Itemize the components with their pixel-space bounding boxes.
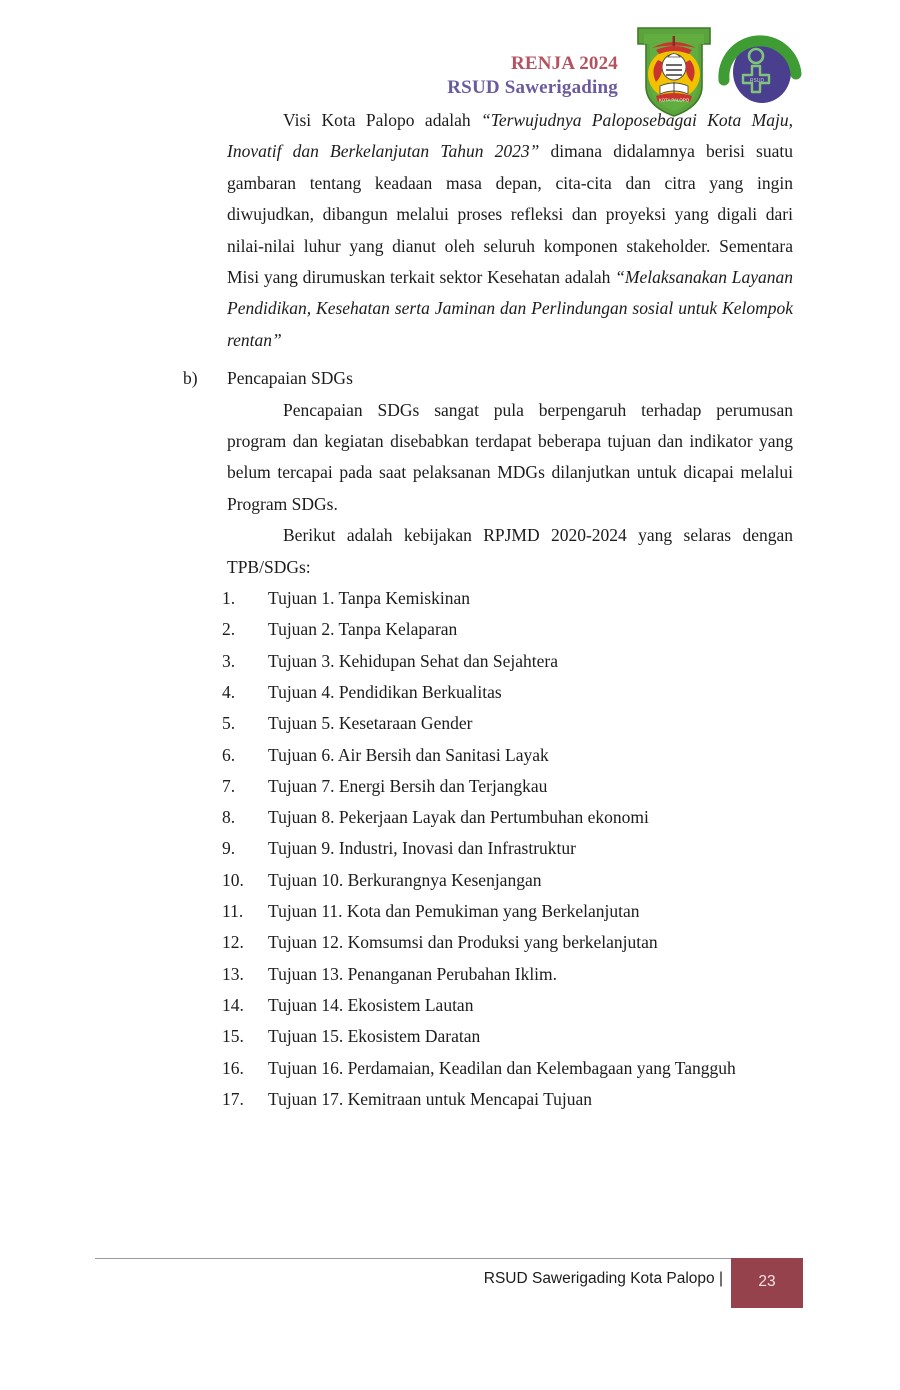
footer-divider [95,1258,731,1259]
page-header [0,10,900,110]
list-item-number: 7. [222,775,236,796]
list-item-text: Tujuan 16. Perdamaian, Keadilan dan Kelembagaan yang Tangguh [268,1057,736,1078]
list-item [222,833,793,864]
palopo-city-emblem-logo [632,24,716,118]
list-item-number: 3. [222,650,236,671]
svg-text:KOTA PALOPO: KOTA PALOPO [658,97,690,103]
list-item [222,677,793,708]
list-item [222,1084,793,1115]
page-footer [0,1258,900,1318]
list-item [222,865,793,896]
list-item-text: Tujuan 5. Kesetaraan Gender [268,713,473,734]
list-item [222,614,793,645]
list-item [222,583,793,614]
list-item-text: Tujuan 6. Air Bersih dan Sanitasi Layak [268,744,549,765]
page-number-badge [731,1258,803,1308]
section-b-title: Pencapaian SDGs [227,368,353,389]
list-item [222,927,793,958]
header-title-block [447,52,618,101]
list-item-text: Tujuan 10. Berkurangnya Kesenjangan [268,869,542,890]
list-item-number: 15. [222,1026,244,1047]
svg-text:RSUD: RSUD [749,78,765,84]
list-item-text: Tujuan 3. Kehidupan Sehat dan Sejahtera [268,650,558,671]
visi-body-text: dimana didalamnya berisi suatu gambaran tentang keadaan masa depan, cita-cita dan citra yang ingin diwujudkan, dibangun melalui proses refleksi dan proyeksi yang digali dari nilai-nilai luhur yang dianut oleh seluruh komponen stakeholder. Sementara Misi yang dirumuskan terkait sektor Kesehatan adalah [227,141,793,288]
document-body [0,105,900,1115]
list-item-text: Tujuan 7. Energi Bersih dan Terjangkau [268,775,548,796]
list-item [222,646,793,677]
list-item [222,708,793,739]
list-item [222,896,793,927]
list-item-number: 5. [222,713,236,734]
paragraph-pencapaian-sdgs: Pencapaian SDGs sangat pula berpengaruh terhadap perumusan program dan kegiatan disebabkan terdapat beberapa tujuan dan indikator yang belum tercapai pada saat pelaksanan MDGs dilanjutkan untuk dicapai melalui Program SDGs. [227,399,793,514]
rsud-sawerigading-logo [716,24,804,116]
page-number: 23 [758,1273,776,1290]
list-item-number: 9. [222,838,236,859]
list-item-number: 10. [222,869,244,890]
list-item-number: 11. [222,901,244,922]
header-title-renja: RENJA 2024 [510,53,618,74]
list-item [222,771,793,802]
list-item-text: Tujuan 17. Kemitraan untuk Mencapai Tujuan [268,1088,593,1109]
list-item-text: Tujuan 4. Pendidikan Berkualitas [268,681,502,702]
list-item-text: Tujuan 13. Penanganan Perubahan Iklim. [268,963,558,984]
list-item-number: 1. [222,588,236,609]
list-item [222,1053,793,1084]
footer-label: RSUD Sawerigading Kota Palopo | [483,1270,723,1287]
list-item-number: 13. [222,963,244,984]
section-b-heading [183,363,793,394]
list-item-number: 8. [222,807,236,828]
list-item-number: 14. [222,994,244,1015]
list-item-number: 12. [222,932,244,953]
list-item-text: Tujuan 11. Kota dan Pemukiman yang Berkelanjutan [268,901,640,922]
sdg-goals-list [222,583,793,1115]
list-item-number: 2. [222,619,236,640]
list-item [222,990,793,1021]
misi-quote: “Melaksanakan Layanan Pendidikan, Kesehatan serta Jaminan dan Perlindungan sosial untuk Kelompok rentan” [227,267,793,350]
list-item-text: Tujuan 14. Ekosistem Lautan [268,994,474,1015]
visi-quote: “Terwujudnya Paloposebagai Kota Maju, Inovatif dan Berkelanjutan Tahun 2023” [227,110,793,162]
list-item-number: 16. [222,1057,244,1078]
list-item-number: 4. [222,681,236,702]
paragraph-kebijakan-rpjmd: Berikut adalah kebijakan RPJMD 2020-2024 yang selaras dengan TPB/SDGs: [227,525,793,577]
paragraph-visi-misi [227,105,793,356]
header-title-rsud: RSUD Sawerigading [447,77,618,99]
list-item [222,802,793,833]
list-item-number: 6. [222,744,236,765]
list-item-text: Tujuan 1. Tanpa Kemiskinan [268,588,470,609]
visi-intro-text: Visi Kota Palopo adalah [283,110,481,130]
list-item [222,1021,793,1052]
spacer [0,356,900,363]
list-item-text: Tujuan 8. Pekerjaan Layak dan Pertumbuhan ekonomi [268,807,649,828]
list-item-number: 17. [222,1088,244,1109]
list-item-text: Tujuan 2. Tanpa Kelaparan [268,619,458,640]
list-item-text: Tujuan 12. Komsumsi dan Produksi yang berkelanjutan [268,932,658,953]
list-item-text: Tujuan 9. Industri, Inovasi dan Infrastruktur [268,838,576,859]
section-b-marker: b) [183,368,198,389]
list-item [222,959,793,990]
list-item-text: Tujuan 15. Ekosistem Daratan [268,1026,481,1047]
list-item [222,740,793,771]
